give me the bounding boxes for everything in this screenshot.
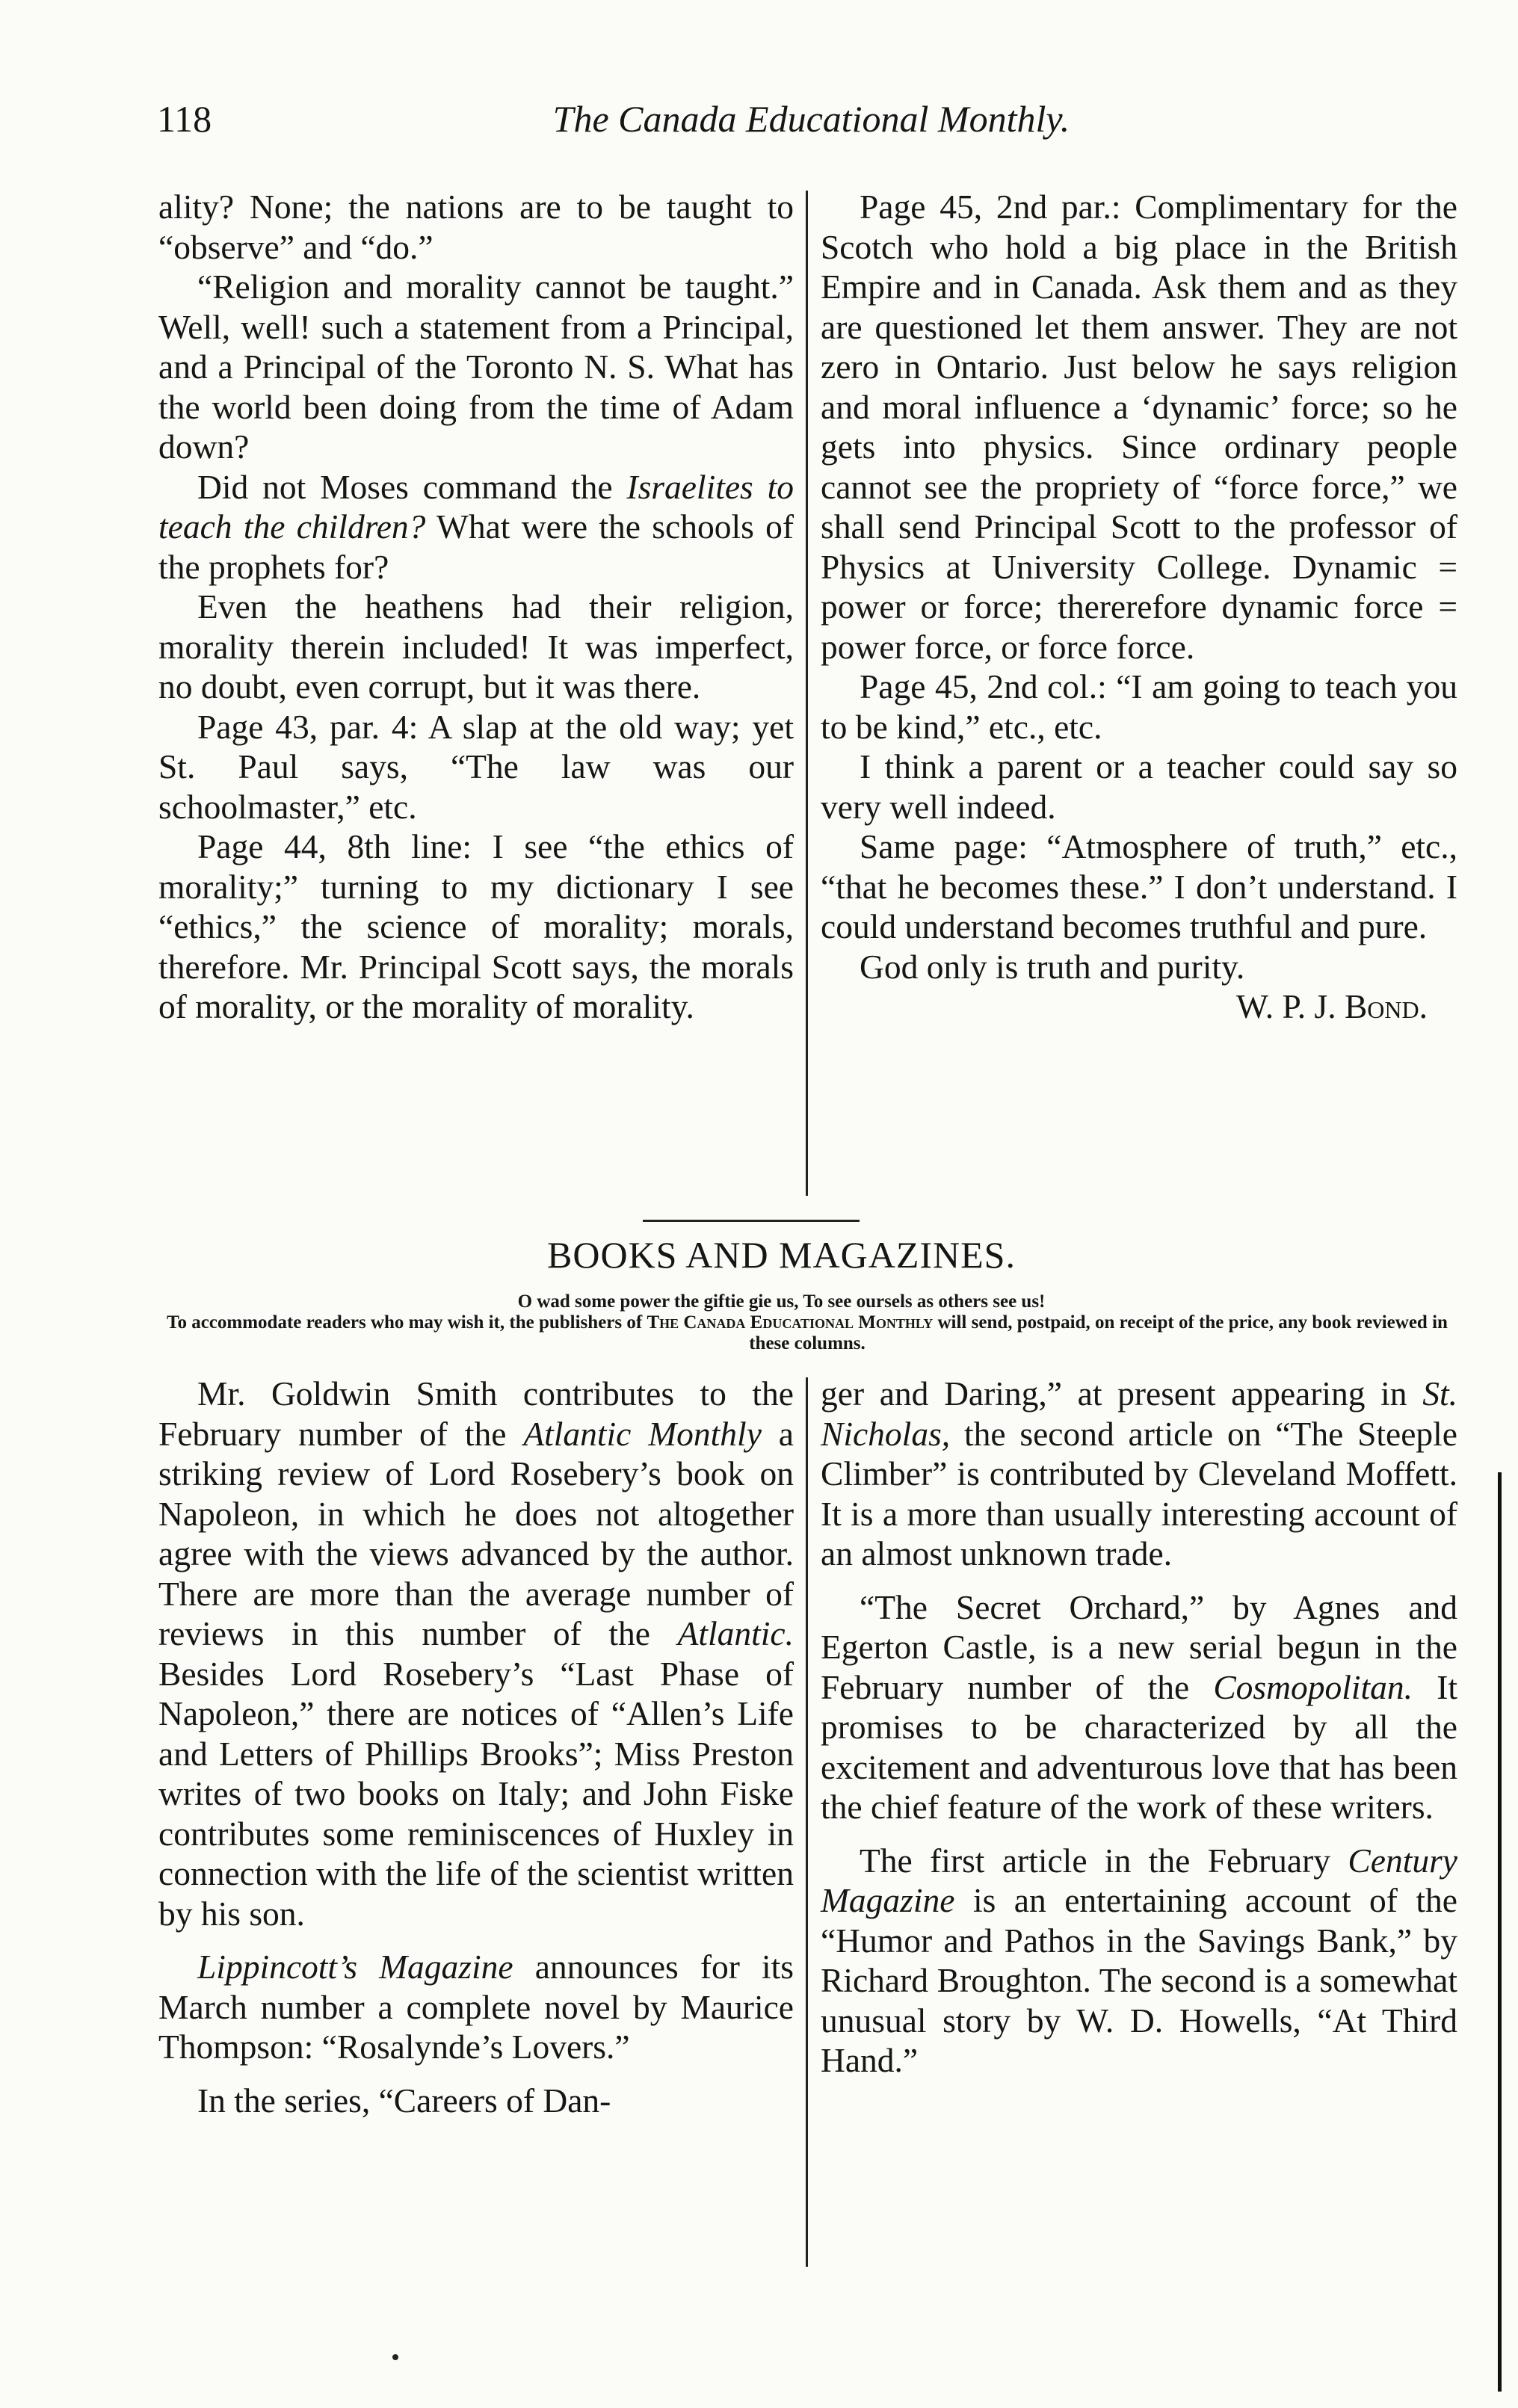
paragraph: Same page: “Atmosphere of truth,” etc., “that he becomes these.” I don’t understand. I could understand becomes truthful and pure. [821,827,1457,945]
section-divider [643,1220,860,1222]
top-right-column [821,187,1457,1027]
section-title: BOOKS AND MAGAZINES. [547,1234,1016,1276]
epigraph: O wad some power the giftie gie us, To see oursels as others see us! [517,1291,1046,1312]
bottom-right-column [821,1374,1457,2081]
text-run: is an entertaining account of the “Humor and Pathos in the Savings Bank,” by Richard Broughton. The second is a somewhat unusual story by W. D. Howells, “At Third Hand.” [821,1881,1457,2079]
italic-text: Cosmopolitan. [1213,1667,1413,1706]
paragraph: I think a parent or a teacher could say so very well indeed. [821,747,1457,826]
italic-text: Atlantic Monthly [523,1414,762,1453]
text-run: ger and Daring,” at present appearing in [821,1374,1423,1413]
signature: W. P. J. Bond. [1235,987,1428,1025]
running-title: The Canada Educational Monthly. [552,98,1070,140]
paragraph [158,1947,794,2067]
paragraph: Page 44, 8th line: I see “the ethics of morality;” turning to my dictionary I see “ethics,” the science of morality; morals, therefore. Mr. Principal Scott says, the morals of morality, or the morality of morality. [158,827,794,1025]
paragraph: In the series, “Careers of Dan- [197,2081,611,2120]
text-run: Did not Moses command the [197,467,627,506]
publisher-notice [153,1312,1461,1354]
bottom-left-column [158,1374,794,2120]
italic-text: St. Nicholas, [821,1374,1457,1453]
text-run: Mr. Goldwin Smith contributes to the February number of the [158,1374,794,1453]
paragraph: Page 45, 2nd par.: Complimentary for the Scotch who hold a big place in the British Empire and in Canada. Ask them and as they are questioned let them answer. They are not zero in Ontario. Just below he says religion and moral influence a ‘dynamic’ force; so he gets into physics. Since ordinary people cannot see the propriety of “force force,” we shall send Principal Scott to the professor of Physics at University College. Dynamic = power or force; thererefore dynamic force = power force, or force force. [821,188,1457,666]
page-edge-shadow [1498,1472,1502,2392]
text-run: It promises to be characterized by all the excitement and adventurous love that has been the chief feature of the work of these writers. [821,1667,1457,1826]
column-divider [806,191,808,1196]
text-run: The first article in the February [860,1841,1348,1880]
paragraph [821,1374,1457,1574]
paragraph: Page 45, 2nd col.: “I am going to teach you to be kind,” etc., etc. [821,667,1457,746]
page-header [157,97,1421,149]
ink-speck [392,2354,398,2360]
paragraph: Even the heathens had their religion, morality therein included! It was imperfect, no doubt, even corrupt, but it was there. [158,587,794,706]
paragraph: ality? None; the nations are to be taught to “observe” and “do.” [158,188,794,266]
italic-text: Lippincott’s Magazine [197,1948,513,1986]
paragraph: “Religion and morality cannot be taught.” Well, well! such a statement from a Principal, and a Principal of the Toronto N. S. What has the world been doing from the time of Adam down? [158,268,794,466]
top-left-column [158,187,794,1027]
text-run: the second article on “The Steeple Climber” is contributed by Cleveland Moffett. It is a more than usually interesting account of an almost unknown trade. [821,1414,1457,1572]
italic-text: Century Magazine [821,1841,1457,1919]
paragraph [158,467,794,587]
italic-text: Israelites to teach the children? [158,467,794,546]
paragraph [158,1374,794,1933]
paragraph [821,1841,1457,2081]
text-run: What were the schools of the prophets for? [158,507,794,586]
text-run: a striking review of Lord Rosebery’s book on Napoleon, in which he does not altogether agree with the views advanced by the author. There are more than the average number of reviews in this number of the [158,1414,794,1652]
text-run: To accommodate readers who may wish it, the publishers of [167,1312,647,1333]
text-run: announces for its March number a complete novel by Maurice Thompson: “Rosalynde’s Lovers.” [158,1948,794,2066]
column-divider [806,1377,808,2267]
page-number: 118 [157,98,212,140]
paragraph: Page 43, par. 4: A slap at the old way; yet St. Paul says, “The law was our schoolmaster,” etc. [158,707,794,826]
text-run: will send, postpaid, on receipt of the price, any book reviewed in these columns. [749,1312,1448,1353]
paragraph [821,1587,1457,1827]
italic-text: Atlantic. [677,1614,794,1652]
journal-name: The Canada Educational Monthly [647,1312,934,1333]
text-run: Besides Lord Rosebery’s “Last Phase of Napoleon,” there are notices of “Allen’s Life and Letters of Phillips Brooks”; Miss Preston writes of two books on Italy; and John Fiske contributes some reminiscences of Huxley in connection with the life of the scientist written by his son. [158,1654,794,1933]
paragraph: God only is truth and purity. [860,947,1245,986]
text-run: “The Secret Orchard,” by Agnes and Egerton Castle, is a new serial begun in the February number of the [821,1587,1457,1706]
